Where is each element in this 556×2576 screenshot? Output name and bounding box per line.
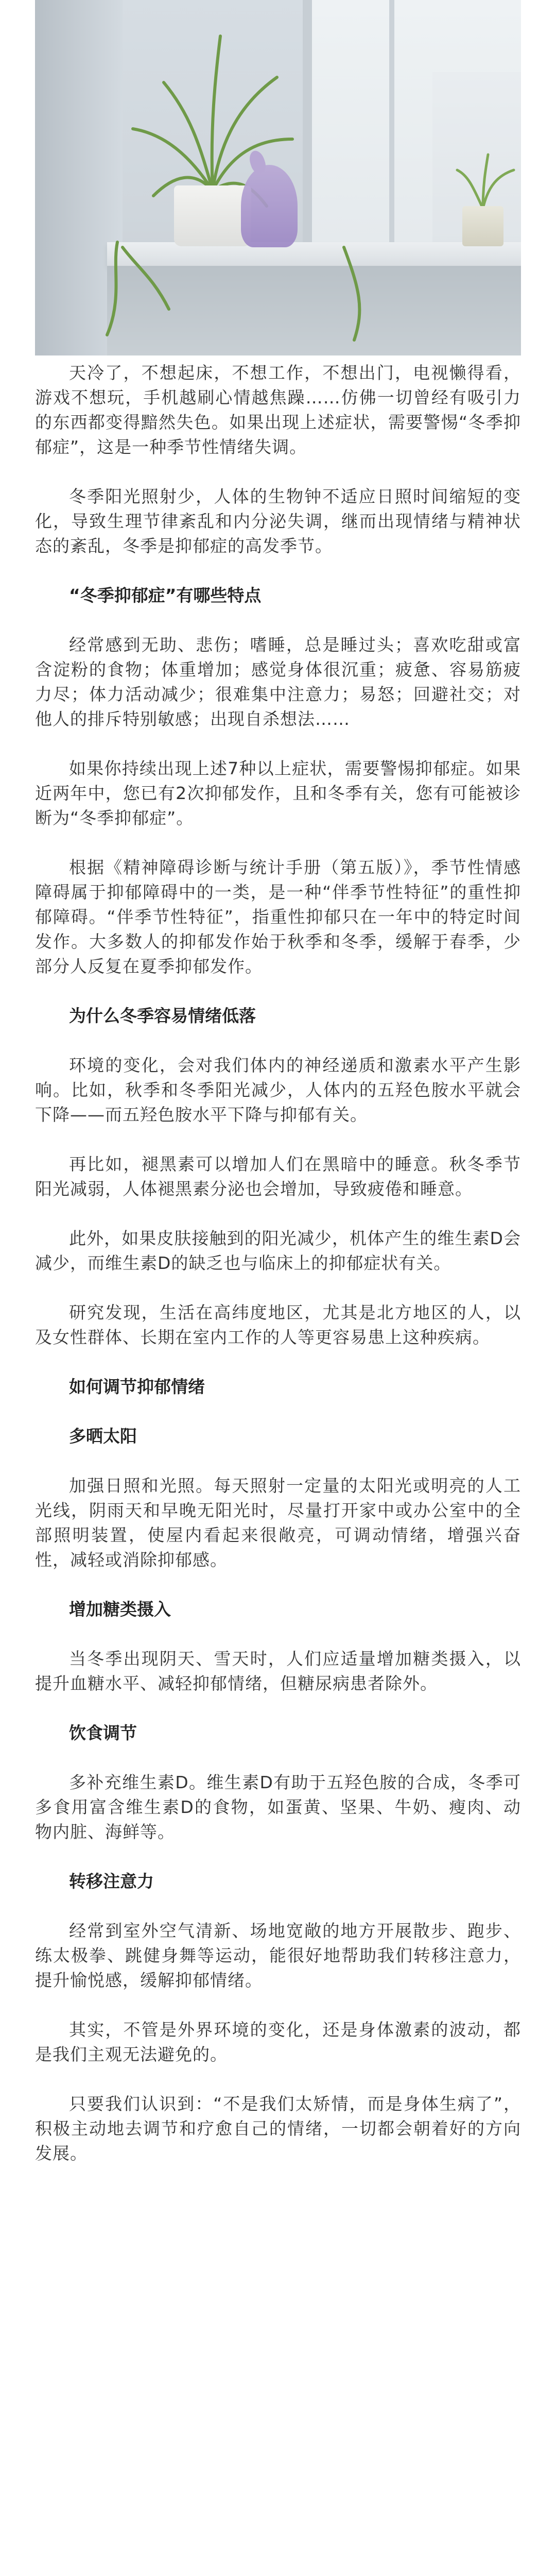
section-heading-why: 为什么冬季容易情绪低落	[69, 1006, 256, 1026]
subheading-diet: 饮食调节	[69, 1723, 137, 1743]
hero-image	[35, 0, 521, 355]
subheading-carbs: 增加糖类摄入	[69, 1599, 171, 1619]
paragraph-exercise: 经常到室外空气清新、场地宽敞的地方开展散步、跑步、练太极拳、跳健身舞等运动，能很好地帮助我们转移注意力，提升愉悦感，缓解抑郁情绪。	[35, 1921, 521, 1990]
paragraph-melatonin: 再比如，褪黑素可以增加人们在黑暗中的睡意。秋冬季节阳光减弱，人体褪黑素分泌也会增加，导致疲倦和睡意。	[35, 1154, 521, 1199]
paragraph-cause: 冬季阳光照射少，人体的生物钟不适应日照时间缩短的变化，导致生理节律紊乱和内分泌失调，继而出现情绪与精神状态的紊乱，冬季是抑郁症的高发季节。	[35, 486, 521, 556]
paragraph-research: 研究发现，生活在高纬度地区，尤其是北方地区的人，以及女性群体、长期在室内工作的人等更容易患上这种疾病。	[35, 1302, 521, 1347]
small-flower-pot	[462, 206, 503, 246]
subheading-sunlight: 多晒太阳	[69, 1426, 137, 1446]
paragraph-intro: 天冷了，不想起床，不想工作，不想出门，电视懒得看，游戏不想玩，手机越刷心情越焦躁……仿佛一切曾经有吸引力的东西都变得黯然失色。如果出现上述症状，需要警惕“冬季抑郁症”，这是一种季节性情绪失调。	[35, 363, 521, 457]
paragraph-symptoms: 经常感到无助、悲伤；嗜睡，总是睡过头；喜欢吃甜或富含淀粉的食物；体重增加；感觉身体很沉重；疲惫、容易筋疲力尽；体力活动减少；很难集中注意力；易怒；回避社交；对他人的排斥特别敏感；出现自杀想法……	[35, 635, 521, 729]
lavender-figurine	[241, 165, 298, 247]
section-heading-how: 如何调节抑郁情绪	[69, 1377, 205, 1397]
paragraph-dsm5: 根据《精神障碍诊断与统计手册（第五版）》，季节性情感障碍属于抑郁障碍中的一类，是一种“伴季节性特征”的重性抑郁障碍。“伴季节性特征”，指重性抑郁只在一年中的特定时间发作。大多数人的抑郁发作始于秋季和冬季，缓解于春季，少部分人反复在夏季抑郁发作。	[35, 857, 521, 976]
paragraph-diagnosis: 如果你持续出现上述7种以上症状，需要警惕抑郁症。如果近两年中，您已有2次抑郁发作，且和冬季有关，您有可能被诊断为“冬季抑郁症”。	[35, 758, 521, 828]
paragraph-acceptance: 其实，不管是外界环境的变化，还是身体激素的波动，都是我们主观无法避免的。	[35, 2020, 521, 2064]
section-heading-features: “冬季抑郁症”有哪些特点	[69, 585, 262, 605]
article-body	[35, 361, 521, 2166]
paragraph-vitamin-d: 此外，如果皮肤接触到的阳光减少，机体产生的维生素D会减少，而维生素D的缺乏也与临床上的抑郁症状有关。	[35, 1228, 521, 1273]
flower-pot	[174, 185, 251, 246]
paragraph-serotonin: 环境的变化，会对我们体内的神经递质和激素水平产生影响。比如，秋季和冬季阳光减少，人体内的五羟色胺水平就会下降——而五羟色胺水平下降与抑郁有关。	[35, 1055, 521, 1125]
paragraph-conclusion: 只要我们认识到：“不是我们太矫情，而是身体生病了”，积极主动地去调节和疗愈自己的情绪，一切都会朝着好的方向发展。	[35, 2094, 521, 2163]
paragraph-carbs: 当冬季出现阴天、雪天时，人们应适量增加糖类摄入，以提升血糖水平、减轻抑郁情绪，但糖尿病患者除外。	[35, 1649, 521, 1693]
paragraph-diet: 多补充维生素D。维生素D有助于五羟色胺的合成，冬季可多食用富含维生素D的食物，如蛋黄、坚果、牛奶、瘦肉、动物内脏、海鲜等。	[35, 1772, 521, 1842]
paragraph-sunlight: 加强日照和光照。每天照射一定量的太阳光或明亮的人工光线，阴雨天和早晚无阳光时，尽量打开家中或办公室中的全部照明装置，使屋内看起来很敞亮，可调动情绪，增强兴奋性，减轻或消除抑郁感。	[35, 1476, 521, 1570]
subheading-distraction: 转移注意力	[69, 1871, 154, 1891]
